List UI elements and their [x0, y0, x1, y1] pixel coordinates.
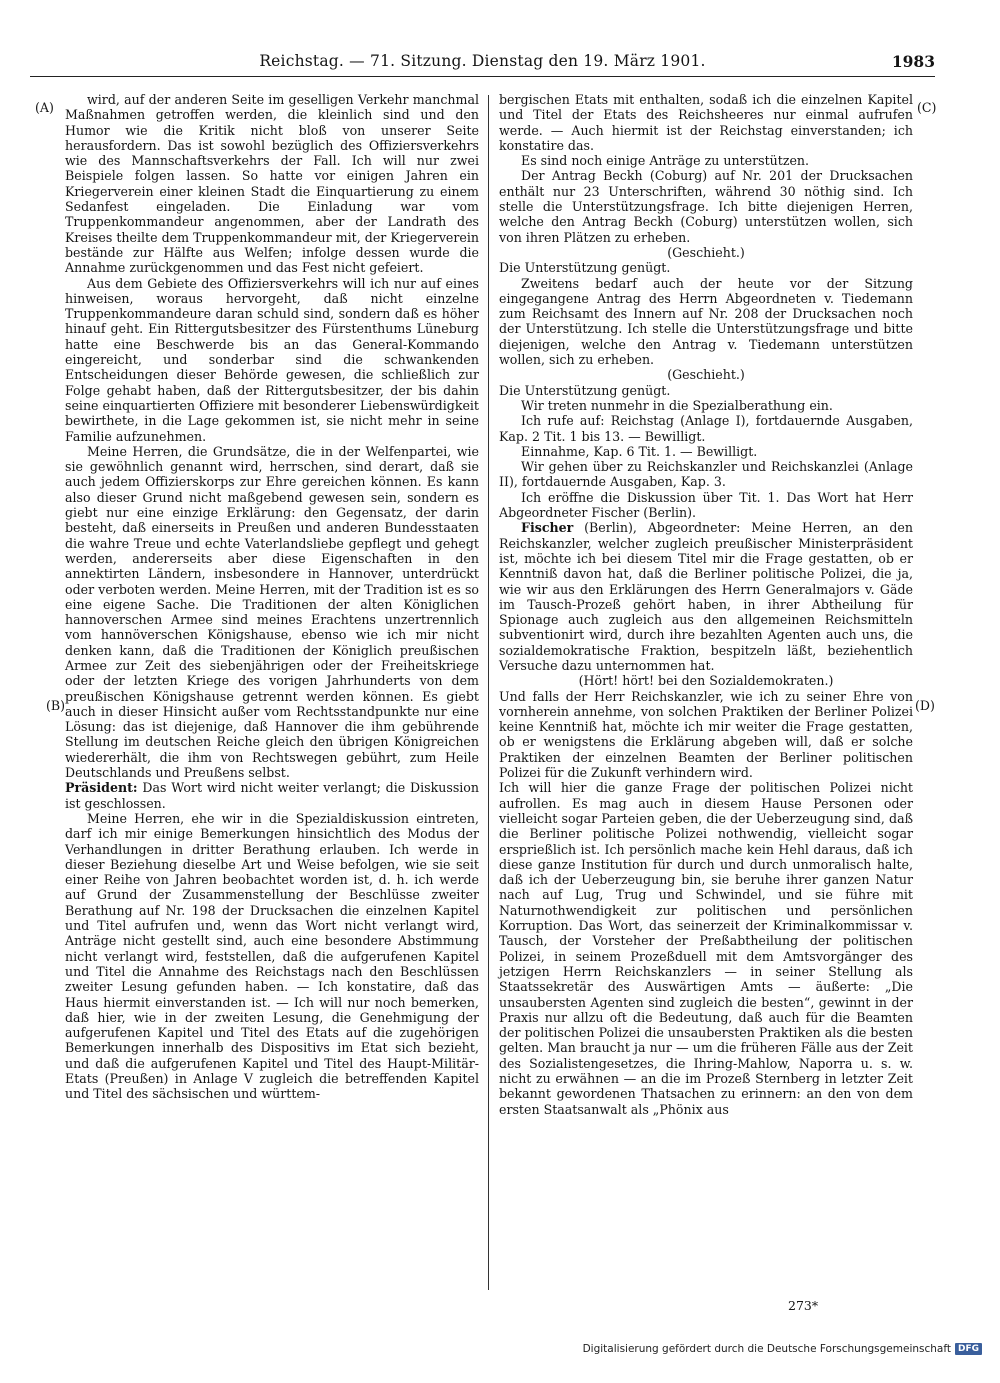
header-title: Reichstag. — 71. Sitzung. Dienstag den 19. März 1901.	[259, 52, 706, 70]
page-number: 1983	[891, 52, 935, 71]
speaker-name: Präsident:	[65, 780, 138, 796]
paragraph	[499, 490, 913, 521]
paragraph-text: Ich eröffne die Diskussion über Tit. 1. Das Wort hat Herr Abgeordneter Fischer (Berlin).	[499, 489, 913, 521]
paragraph	[65, 276, 479, 444]
paragraph	[499, 367, 913, 382]
paragraph-text: Die Unterstützung genügt.	[499, 260, 671, 276]
paragraph-text: Ich rufe auf: Reichstag (Anlage I), fortdauernde Ausgaben, Kap. 2 Tit. 1 bis 13. — Bewilligt.	[499, 413, 913, 444]
paragraph-text: Aus dem Gebiete des Offiziersverkehrs will ich nur auf eines hinweisen, woraus hervorgeht, daß nicht einzelne Truppenkommandeure daran schuld sind, sondern daß es höher hinauf geht. Ein Rittergutsbesitzer des Fürstenthums Lüneburg hatte eine Beschwerde bis an das General-Kommando eingereicht, und sonderbar sind die schwankenden Entscheidungen dieser Behörde gewesen, die schließlich zur Folge gehabt haben, daß der Rittergutsbesitzer, der bis dahin seine einquartierten Offiziere mit besonderer Liebenswürdigkeit bewirthete, in die Lage gekommen ist, sie nicht mehr in seine Familie aufzunehmen.	[65, 275, 479, 444]
paragraph	[499, 276, 913, 368]
margin-mark-b: (B)	[46, 698, 66, 713]
paragraph-text: (Hört! hört! bei den Sozialdemokraten.)	[578, 673, 834, 689]
paragraph	[499, 383, 913, 398]
paragraph	[499, 245, 913, 260]
paragraph-text: Wir gehen über zu Reichskanzler und Reichskanzlei (Anlage II), fortdauernde Ausgaben, Kap. 3.	[499, 459, 913, 490]
paragraph	[499, 92, 913, 153]
paragraph	[65, 811, 479, 1102]
margin-mark-d: (D)	[915, 698, 935, 713]
paragraph-text: (Berlin), Abgeordneter: Meine Herren, an den Reichskanzler, welcher zugleich preußischer Ministerpräsident ist, möchte ich bei diesem Titel mir die Frage gestatten, ob er Kenntniß davon hat, daß die Berliner politische Polizei, die ja, wie wir aus den Erklärungen des Herrn Generalmajors v. Gäde im Tausch-Prozeß gehört haben, in ihrer Abtheilung für Spionage auch zugleich aus den allgemeinen Reichsmitteln subventionirt wird, durch ihre bezahlten Agenten auch uns, die sozialdemokratische Fraktion, bespitzeln läßt, beziehentlich Versuche dazu unternommen hat.	[499, 520, 913, 673]
paragraph-text: Einnahme, Kap. 6 Tit. 1. — Bewilligt.	[521, 443, 758, 459]
paragraph	[499, 520, 913, 673]
paragraph-text: Das Wort wird nicht weiter verlangt; die Diskussion ist geschlossen.	[65, 780, 479, 811]
paragraph	[499, 689, 913, 781]
right-column	[499, 92, 913, 1117]
paragraph	[499, 673, 913, 688]
paragraph-text: Und falls der Herr Reichskanzler, wie ich zu seiner Ehre von vornherein annehme, von solchen Praktiken der Berliner Polizei keine Kenntniß hat, möchte ich mir weiter die Frage gestatten, ob er wenigstens die Erklärung abgeben will, daß er solche Praktiken der einzelnen Beamten der Berliner politischen Polizei für die Zukunft verhindern wird.	[499, 688, 913, 781]
sheet-number: 273*	[788, 1298, 819, 1313]
paragraph-text: Ich will hier die ganze Frage der politischen Polizei nicht aufrollen. Es mag auch in diesem Hause Personen oder vielleicht sogar Parteien geben, die der Ueberzeugung sind, daß die Berliner politische Polizei nothwendig, vielleicht sogar ersprießlich ist. Ich persönlich mache kein Hehl daraus, daß ich diese ganze Institution für durch und durch unmoralisch halte, daß ich der Ueberzeugung bin, sie beruhe ihrer ganzen Natur nach auf Lug, Trug und Schwindel, und sie führe mit Naturnothwendigkeit zur politischen und persönlichen Korruption. Das Wort, das seinerzeit der Kriminalkommissar v. Tausch, der Vorsteher der Preßabtheilung der politischen Polizei, in seinem Prozeßduell mit dem Amtsvorgänger des jetzigen Herrn Reichskanzlers — in seiner Stellung als Staatssekretär des Auswärtigen Amts — äußerte: „Die unsaubersten Agenten sind zugleich die besten“, gewinnt in der Praxis nur allzu oft die Bedeutung, daß auch für die Beamten der politischen Polizei die unsaubersten Praktiken als die besten gelten. Man braucht ja nur — um die früheren Fälle aus der Zeit des Sozialistengesetzes, die Ihring-Mahlow, Naporra u. s. w. nicht zu erwähnen — an die im Prozeß Sternberg in letzter Zeit bekannt gewordenen Thatsachen zu erinnern: an den von dem ersten Staatsanwalt als „Phönix aus	[499, 780, 913, 1117]
paragraph-text: Wir treten nunmehr in die Spezialberathung ein.	[521, 397, 833, 413]
paragraph-text: (Geschieht.)	[667, 244, 745, 260]
dfg-logo: DFG	[955, 1343, 982, 1355]
left-column	[65, 92, 479, 1102]
paragraph	[499, 459, 913, 490]
margin-mark-c: (C)	[917, 100, 937, 115]
paragraph	[499, 168, 913, 244]
paragraph-text: (Geschieht.)	[667, 367, 745, 383]
paragraph	[499, 398, 913, 413]
margin-mark-a: (A)	[35, 100, 54, 115]
paragraph-text: Es sind noch einige Anträge zu unterstützen.	[521, 153, 810, 169]
paragraph	[499, 260, 913, 275]
paragraph-text: Zweitens bedarf auch der heute vor der Sitzung eingegangene Antrag des Herrn Abgeordneten v. Tiedemann zum Reichsamt des Innern auf Nr. 208 der Drucksachen noch der Unterstützung. Ich stelle die Unterstützungsfrage und bitte diejenigen, welche den Antrag v. Tiedemann unterstützen wollen, sich zu erheben.	[499, 275, 913, 368]
paragraph-text: Die Unterstützung genügt.	[499, 382, 671, 398]
column-divider	[488, 95, 489, 1290]
paragraph	[499, 780, 913, 1117]
paragraph	[499, 153, 913, 168]
speaker-name: Fischer	[521, 520, 574, 536]
paragraph	[499, 444, 913, 459]
paragraph-text: Der Antrag Beckh (Coburg) auf Nr. 201 der Drucksachen enthält nur 23 Unterschriften, während 30 nöthig sind. Ich stelle die Unterstützungsfrage. Ich bitte diejenigen Herren, welche den Antrag Beckh (Coburg) unterstützen wollen, sich von ihren Plätzen zu erheben.	[499, 168, 913, 245]
paragraph	[65, 780, 479, 811]
paragraph	[499, 413, 913, 444]
footer-credit: Digitalisierung gefördert durch die Deutsche Forschungsgemeinschaft	[582, 1343, 951, 1355]
paragraph-text: Meine Herren, ehe wir in die Spezialdiskussion eintreten, darf ich mir einige Bemerkungen hinsichtlich des Modus der Verhandlungen in dritter Berathung erlauben. Ich werde in dieser Beziehung dieselbe Art und Weise befolgen, wie sie seit einer Reihe von Jahren beobachtet worden ist, d. h. ich werde auf Grund der Zusammenstellung der Beschlüsse zweiter Berathung auf Nr. 198 der Drucksachen die einzelnen Kapitel und Titel aufrufen und, wenn das Wort nicht verlangt wird, Anträge nicht gestellt sind, auch eine besondere Abstimmung nicht verlangt wird, feststellen, daß die aufgerufenen Kapitel und Titel die Annahme des Reichstags nach den Beschlüssen zweiter Lesung gefunden haben. — Ich konstatire, daß das Haus hiermit einverstanden ist. — Ich will nur noch bemerken, daß hier, wie in der zweiten Lesung, die Genehmigung der aufgerufenen Kapitel und Titel des Etats auf die zugehörigen Bemerkungen innerhalb des Dispositivs im Etat sich bezieht, und daß die aufgerufenen Kapitel und Titel des Haupt-Militär-Etats (Preußen) in Anlage V zugleich die betreffenden Kapitel und Titel des sächsischen und württem-	[65, 810, 479, 1102]
paragraph-text: Meine Herren, die Grundsätze, die in der Welfenpartei, wie sie gewöhnlich genannt wird, herrschen, sind derart, daß sie auch jedem Offizierskorps zur Ehre gereichen können. Es kann also dieser Grund nicht maßgebend gewesen sein, sondern es giebt nur eine einzige Erklärung: den Gegensatz, der darin besteht, daß einerseits in Preußen und anderen Bundesstaaten die wahre Treue und echte Vaterlandsliebe gepflegt und gehegt werden, andererseits aber diese Eigenschaften in den annektirten Ländern, insbesondere in Hannover, unterdrückt oder verboten werden. Meine Herren, mit der Tradition ist es so eine eigene Sache. Die Traditionen der alten Königlichen hannoverschen Armee sind meines Erachtens unzertrennlich vom hannöverschen Königshause, ebenso wie ich mir nicht denken kann, daß die Traditionen der Königlich preußischen Armee zur Zeit des siebenjährigen oder der Freiheitskriege oder der letzten Kriege des vorigen Jahrhunderts von dem preußischen Königshause getrennt werden können. Es giebt auch in dieser Hinsicht außer vom Rechtsstandpunkte nur eine Lösung: das ist diejenige, daß Hannover die ihm gebührende Stellung im deutschen Reiche gleich den übrigen Königreichen wiedererhält, die ihm von Rechtswegen gebührt, zum Heile Deutschlands und Preußens selbst.	[65, 443, 479, 781]
paragraph	[65, 444, 479, 781]
paragraph	[65, 92, 479, 276]
footer	[583, 1343, 982, 1355]
paragraph-text: wird, auf der anderen Seite im geselligen Verkehr manchmal Maßnahmen getroffen werden, die kleinlich sind und den Humor wie die Kritik nicht bloß von unserer Seite herausfordern. Das ist sowohl bezüglich des Offiziersverkehrs wie des Mannschaftsverkehrs der Fall. Ich will nur zwei Beispiele folgen lassen. So hatte vor einigen Jahren ein Kriegerverein einer kleinen Stadt die Einquartierung zu einem Sedanfest eingeladen. Die Einladung war vom Truppenkommandeur angenommen, aber der Landrath des Kreises theilte dem Truppenkommandeur mit, der Kriegerverein bestände zur Hälfte aus Welfen; infolge dessen wurde die Annahme zurückgenommen und das Fest nicht gefeiert.	[65, 92, 479, 276]
running-header	[30, 50, 935, 77]
paragraph-text: bergischen Etats mit enthalten, sodaß ich die einzelnen Kapitel und Titel der Etats des Reichsheeres nur einmal aufrufen werde. — Auch hiermit ist der Reichstag einverstanden; ich konstatire das.	[499, 92, 913, 153]
